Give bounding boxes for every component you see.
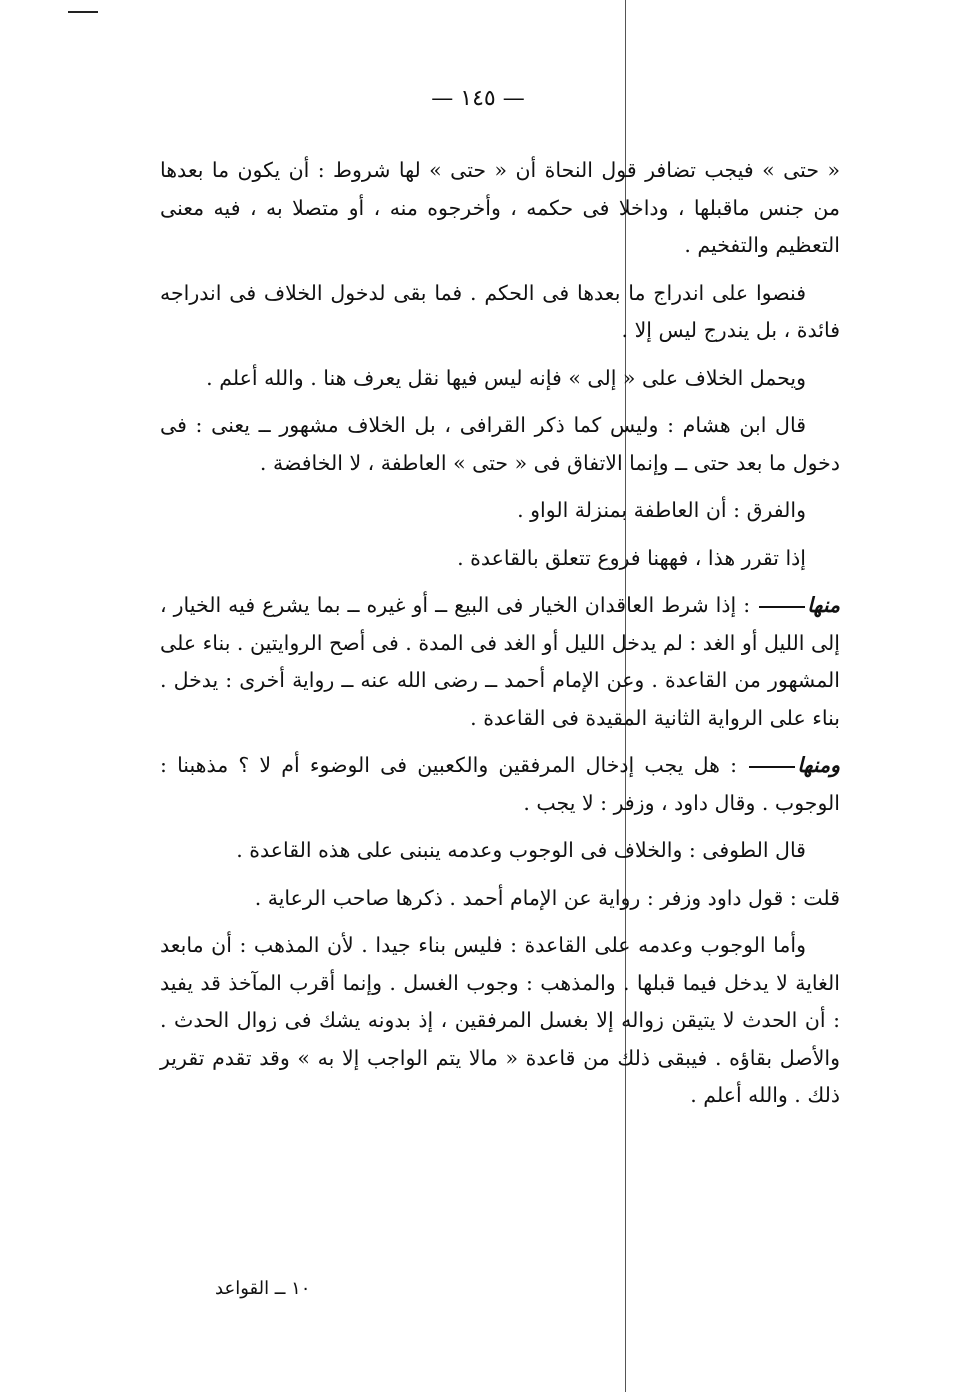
footer-signature: ١٠ ــ القواعد	[215, 1278, 311, 1299]
paragraph-text: « حتى » فيجب تضافر قول النحاة أن « حتى » لها شروط : أن يكون ما بعدها من جنس ماقبلها ، وداخلا فى حكمه ، وأخرجوه منه ، أو متصلا به ، فيه معنى التعظيم والتفخيم .	[160, 158, 840, 257]
paragraph-text: وأما الوجوب وعدمه على القاعدة : فليس بناء جيدا . لأن المذهب : أن مابعد الغاية لا يدخل فيما قبلها . والمذهب : وجوب الغسل . وإنما أقرب المآخذ قد يفيد : أن الحدث لا يتيقن زواله إلا بغسل المرفقين ، إذ بدونه يشك فى زوال الحدث . والأصل بقاؤه . فيبقى ذلك من قاعدة « مالا يتم الواجب إلا به » وقد تقدم تقرير ذلك . والله أعلم .	[160, 933, 840, 1107]
paragraph	[160, 360, 840, 398]
paragraph	[160, 927, 840, 1115]
paragraph-text: ويحمل الخلاف على « إلى » فإنه ليس فيها نقل يعرف هنا . والله أعلم .	[206, 365, 806, 390]
paragraph	[160, 540, 840, 578]
scan-edge-mark	[68, 11, 98, 13]
page-number: — ١٤٥ —	[431, 86, 525, 111]
paragraph	[160, 747, 840, 822]
paragraph	[160, 832, 840, 870]
paragraph-text: إذا تقرر هذا ، فههنا فروع تتعلق بالقاعدة .	[457, 545, 806, 570]
paragraph-text: قال ابن هشام : وليس كما ذكر القرافى ، بل الخلاف مشهور ــ يعنى : فى دخول ما بعد حتى ــ وإنما الاتفاق فى « حتى » العاطفة ، لا الخافضة .	[160, 413, 840, 475]
paragraph-text: قال الطوفى : والخلاف فى الوجوب وعدمه ينبنى على هذه القاعدة .	[236, 838, 806, 862]
paragraph-text: قلت : قول داود وزفر : رواية عن الإمام أحمد . ذكرها صاحب الرعاية .	[254, 885, 840, 910]
page-body	[160, 152, 840, 1125]
paragraph	[160, 407, 840, 482]
paragraph	[160, 880, 840, 918]
paragraph	[160, 492, 840, 530]
paragraph-text: فنصوا على اندراج ما بعدها فى الحكم . فما بقى لدخول الخلاف فى اندراجه فائدة ، بل يندرج ليس إلا .	[160, 280, 840, 342]
paragraph-text: : إذا شرط العاقدان الخيار فى البيع ــ أو غيره ــ بما يشرع فيه الخيار ، إلى الليل أو الغد : لم يدخل الليل أو الغد فى المدة . فى أصح الروايتين . بناء على المشهور من القاعدة . وعن الإمام أحمد ــ رضى الله عنه ــ رواية أخرى : يدخل . بناء على الرواية الثانية المقيدة فى القاعدة .	[160, 593, 840, 730]
section-label: ومنها	[797, 753, 840, 777]
paragraph	[160, 587, 840, 737]
paragraph	[160, 275, 840, 350]
paragraph-text: : هل يجب إدخال المرفقين والكعبين فى الوضوء أم لا ؟ مذهبنا : الوجوب . وقال داود ، وزفر : لا يجب .	[160, 753, 840, 815]
section-rule	[759, 606, 805, 608]
paragraph	[160, 152, 840, 265]
section-label: منها	[807, 593, 840, 617]
section-rule	[749, 766, 795, 768]
paragraph-text: والفرق : أن العاطفة بمنزلة الواو .	[517, 498, 806, 522]
